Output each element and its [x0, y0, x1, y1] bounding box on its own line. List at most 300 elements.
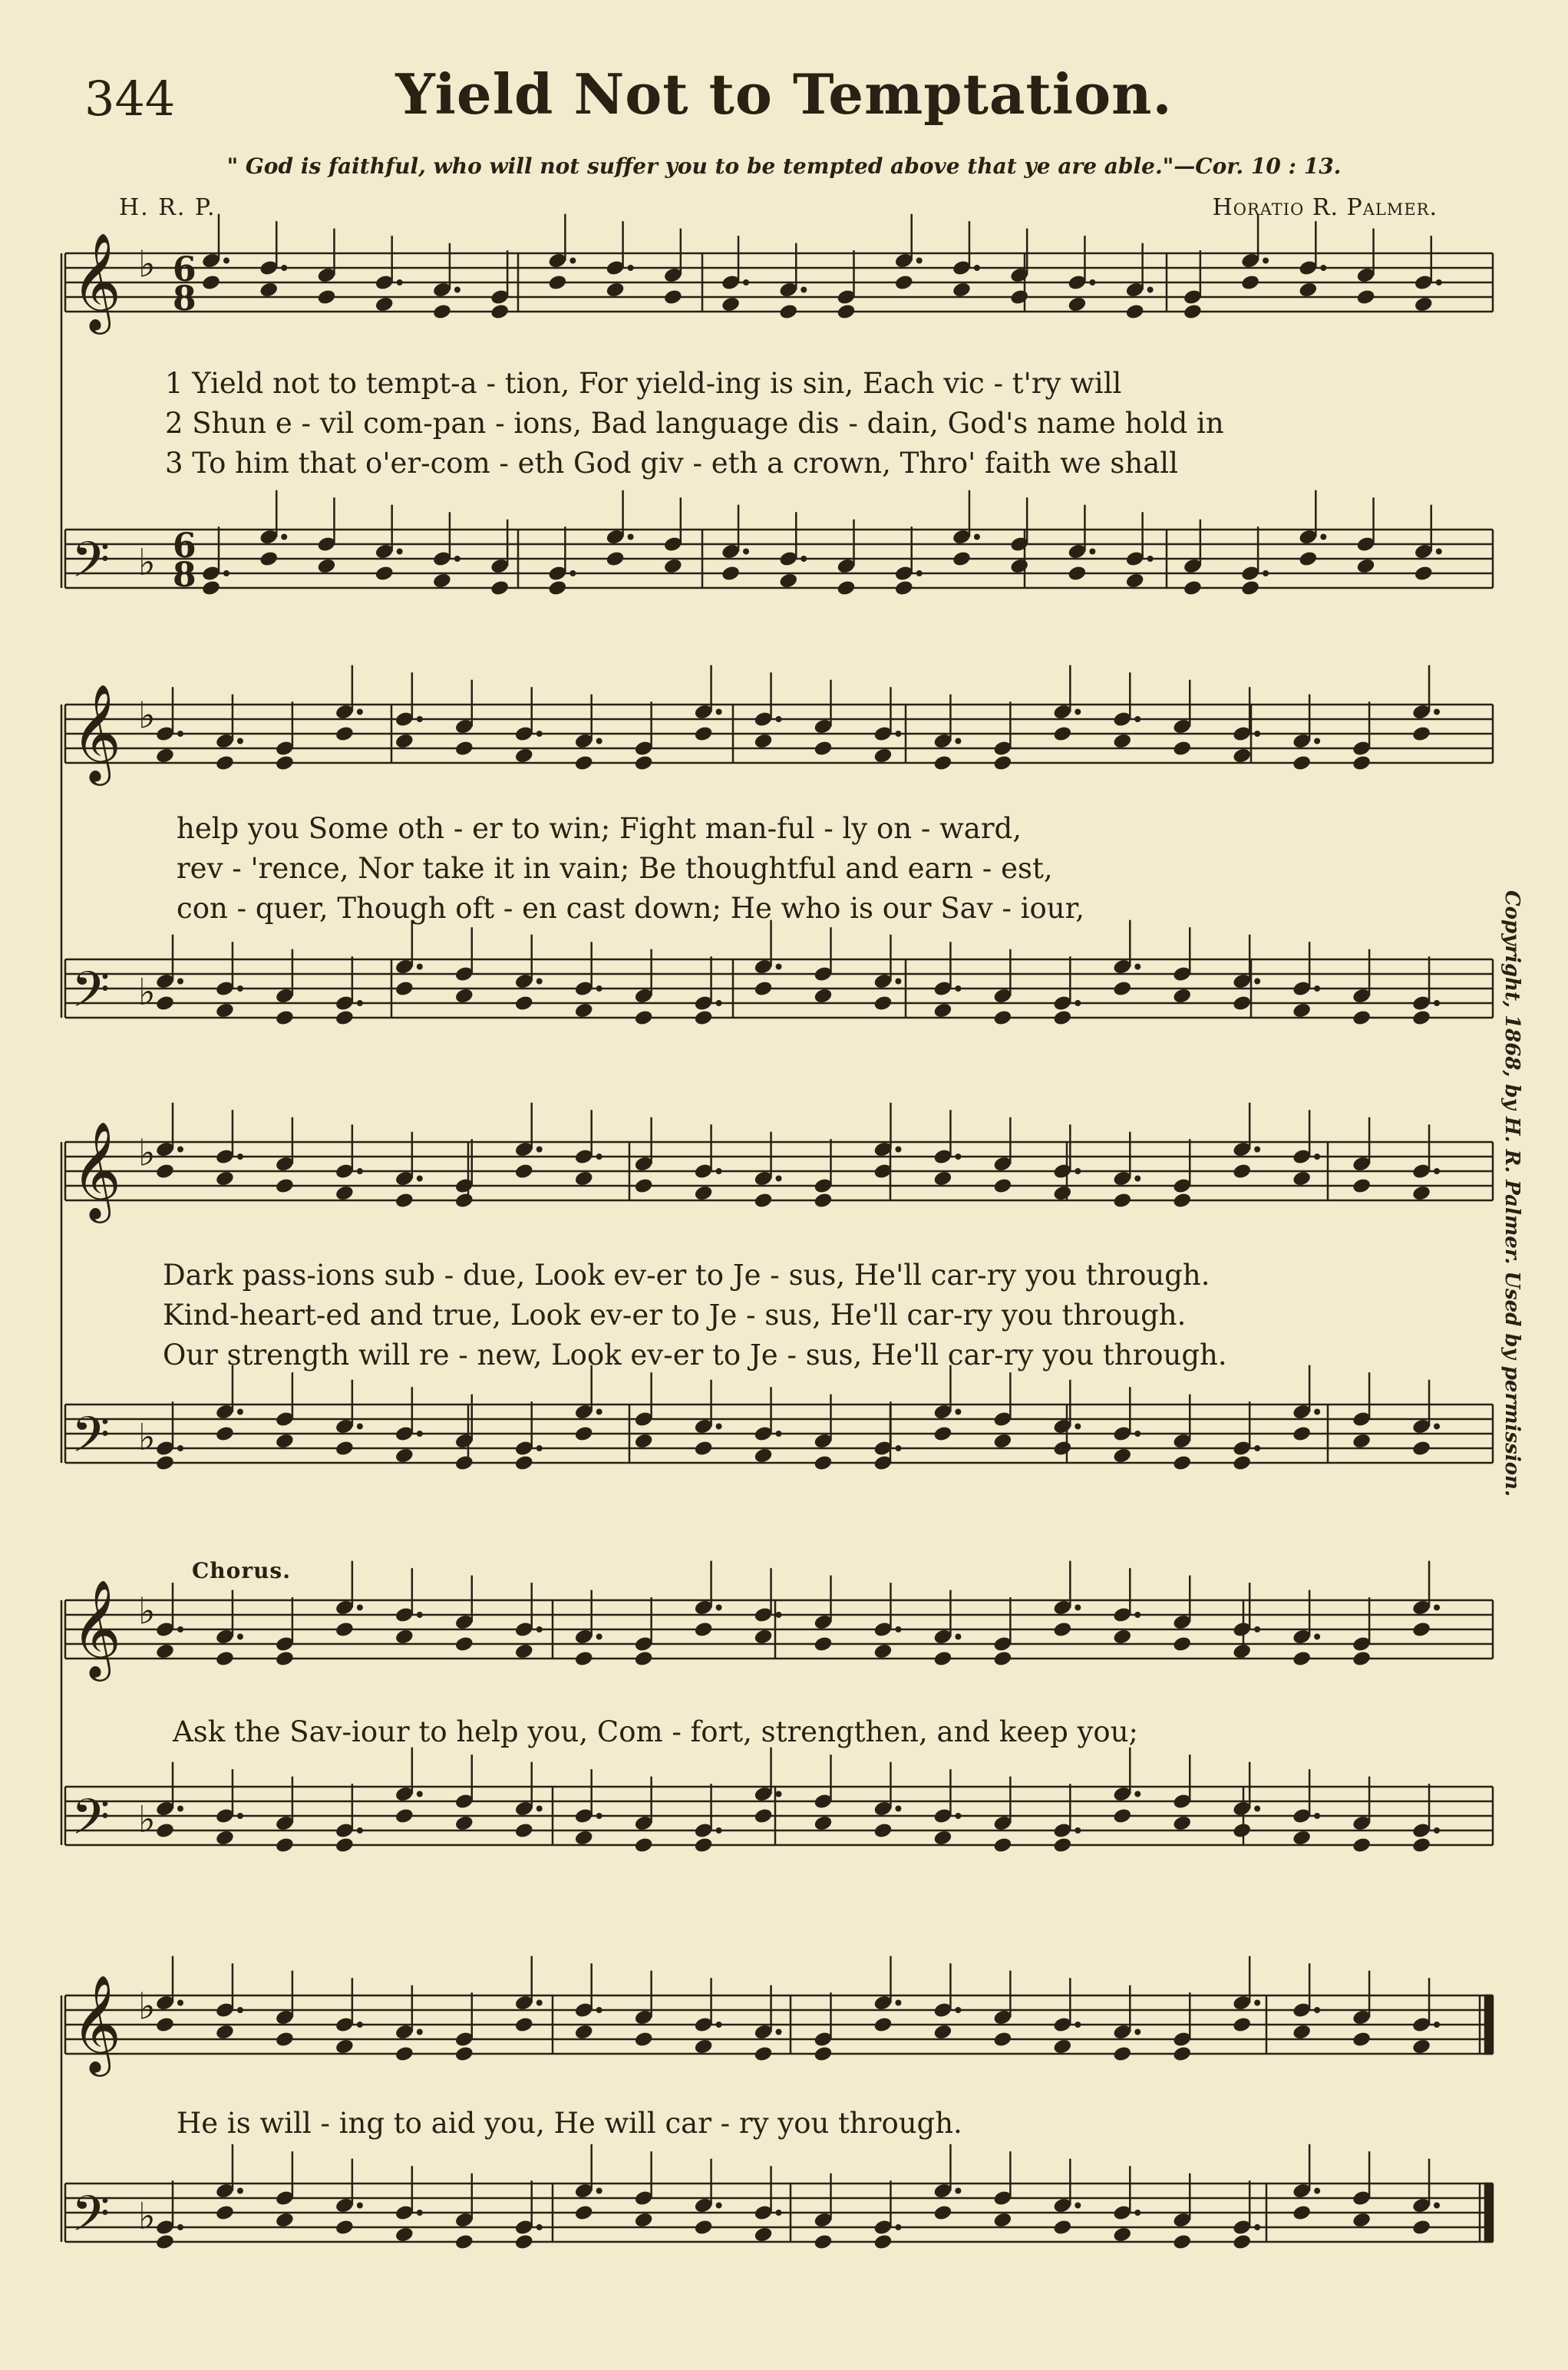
notehead — [813, 1192, 833, 1210]
dot — [1254, 979, 1260, 985]
notehead — [992, 754, 1012, 772]
notehead — [215, 1170, 235, 1187]
notehead — [1298, 550, 1318, 568]
treble-clef-icon: 𝄞 — [71, 1974, 122, 2072]
notehead — [335, 1009, 355, 1027]
dot — [1074, 2203, 1081, 2209]
notehead — [992, 1650, 1012, 1668]
lyricist-initials: H. R. P. — [119, 194, 216, 221]
notehead — [1240, 579, 1260, 597]
notehead — [432, 572, 452, 589]
notehead — [155, 1454, 175, 1472]
dot — [357, 1000, 363, 1006]
notehead — [1292, 1650, 1312, 1668]
notehead — [813, 2233, 833, 2251]
notehead — [1352, 1650, 1372, 1668]
notehead — [813, 1814, 833, 1832]
dot — [716, 1605, 722, 1611]
dot — [536, 2000, 543, 2006]
notehead — [335, 2038, 355, 2055]
notehead — [753, 732, 773, 750]
notehead — [694, 1440, 714, 1457]
notehead — [275, 2211, 295, 2229]
notehead — [1352, 1837, 1372, 1854]
notehead — [454, 1636, 474, 1653]
notehead — [634, 1837, 654, 1854]
notehead — [1292, 1170, 1312, 1187]
treble-clef-icon: 𝄞 — [71, 683, 122, 781]
notehead — [663, 557, 683, 575]
dot — [776, 2210, 782, 2216]
dot — [357, 1827, 363, 1834]
notehead — [992, 1009, 1012, 1027]
dot — [1074, 2022, 1081, 2028]
dot — [1254, 731, 1260, 737]
treble-clef-icon: 𝄞 — [71, 1121, 122, 1219]
notehead — [394, 1807, 414, 1825]
notehead — [1067, 295, 1087, 313]
dot — [955, 1813, 961, 1819]
time-signature-bottom: 8 — [173, 279, 196, 319]
notehead — [1355, 557, 1375, 575]
notehead — [454, 987, 474, 1005]
notehead — [1232, 995, 1252, 1012]
composer-name: Horatio R. Palmer. — [1212, 194, 1438, 221]
dot — [1254, 1626, 1260, 1632]
notehead — [894, 579, 914, 597]
dot — [1074, 1000, 1081, 1006]
notehead — [259, 550, 279, 568]
notehead — [813, 1636, 833, 1653]
dot — [716, 1000, 722, 1006]
notehead — [694, 2219, 714, 2236]
time-signature-bottom: 8 — [173, 556, 196, 595]
dot — [1436, 279, 1442, 286]
notehead — [316, 557, 336, 575]
dot — [955, 1634, 961, 1640]
dot — [357, 1424, 363, 1430]
dot — [895, 2224, 901, 2230]
notehead — [1052, 2038, 1072, 2055]
notehead — [201, 579, 221, 597]
notehead — [753, 2226, 773, 2243]
dot — [895, 731, 901, 737]
notehead — [1298, 281, 1318, 299]
notehead — [873, 747, 893, 764]
notehead — [1067, 565, 1087, 583]
notehead — [634, 2031, 654, 2048]
notehead — [694, 1837, 714, 1854]
notehead — [1232, 2016, 1252, 2034]
notehead — [275, 1177, 295, 1195]
notehead — [275, 1432, 295, 1450]
notehead — [394, 1447, 414, 1464]
dot — [1263, 258, 1269, 264]
notehead — [574, 2023, 594, 2041]
notehead — [873, 995, 893, 1012]
notehead — [873, 1822, 893, 1840]
notehead — [454, 2045, 474, 2063]
notehead — [335, 1837, 355, 1854]
notehead — [992, 2211, 1012, 2229]
time-signature-top: 6 — [173, 250, 196, 289]
notehead — [1172, 2045, 1192, 2063]
notehead — [1112, 1807, 1132, 1825]
notehead — [275, 2031, 295, 2048]
treble-clef-icon: 𝄞 — [71, 1579, 122, 1677]
notehead — [1352, 1177, 1372, 1195]
dot — [569, 258, 576, 264]
dot — [716, 1827, 722, 1834]
dot — [536, 1445, 543, 1451]
notehead — [1292, 2204, 1312, 2222]
notehead — [574, 1650, 594, 1668]
notehead — [813, 740, 833, 758]
notehead — [836, 579, 856, 597]
dot — [454, 287, 460, 293]
dot — [357, 2022, 363, 2028]
notehead — [1232, 1642, 1252, 1660]
dot — [1314, 1634, 1320, 1640]
notehead — [1411, 1009, 1431, 1027]
flat-icon: ♭ — [138, 694, 156, 738]
notehead — [394, 2045, 414, 2063]
notehead — [1172, 1814, 1192, 1832]
bass-clef-icon: 𝄢 — [71, 962, 111, 1031]
bass-clef-icon: 𝄢 — [71, 1407, 111, 1476]
notehead — [813, 2045, 833, 2063]
notehead — [813, 987, 833, 1005]
dot — [1074, 1424, 1081, 1430]
notehead — [634, 754, 654, 772]
dot — [1134, 2029, 1141, 2035]
notehead — [694, 725, 714, 743]
notehead — [1052, 725, 1072, 743]
notehead — [721, 295, 741, 313]
notehead — [1232, 1454, 1252, 1472]
lyric-line-verse3-sys2: con - quer, Though oft - en cast down; He who is our Sav - iour, — [177, 892, 1084, 925]
dot — [237, 1409, 243, 1415]
notehead — [394, 2226, 414, 2243]
dot — [955, 985, 961, 992]
lyric-line-chorus-1: Ask the Sav-iour to help you, Com - fort, strengthen, and keep you; — [173, 1715, 1138, 1748]
hymn-title: Yield Not to Temptation. — [395, 61, 1173, 127]
dot — [223, 258, 229, 264]
dot — [596, 1154, 602, 1160]
notehead — [514, 2233, 534, 2251]
dot — [801, 287, 807, 293]
notehead — [574, 1425, 594, 1443]
notehead — [1112, 980, 1132, 998]
dot — [357, 709, 363, 715]
notehead — [1414, 565, 1434, 583]
flat-icon: ♭ — [138, 540, 156, 584]
notehead — [753, 1447, 773, 1464]
notehead — [992, 2031, 1012, 2048]
dot — [716, 1424, 722, 1430]
notehead — [634, 1009, 654, 1027]
dot — [974, 534, 980, 540]
dot — [895, 979, 901, 985]
dot — [596, 738, 602, 744]
dot — [1074, 1168, 1081, 1174]
notehead — [215, 2023, 235, 2041]
lyric-line-verse2-sys2: rev - 'rence, Nor take it in vain; Be thoughtful and earn - est, — [177, 852, 1053, 885]
notehead — [215, 1829, 235, 1847]
notehead — [1112, 2226, 1132, 2243]
dot — [177, 1147, 183, 1153]
notehead — [1112, 732, 1132, 750]
notehead — [1414, 295, 1434, 313]
notehead — [634, 1650, 654, 1668]
notehead — [259, 281, 279, 299]
dot — [716, 2203, 722, 2209]
dot — [454, 556, 460, 562]
notehead — [1292, 754, 1312, 772]
dot — [1434, 1605, 1440, 1611]
notehead — [316, 289, 336, 306]
dot — [177, 1626, 183, 1632]
treble-clef-icon: 𝄞 — [71, 232, 122, 330]
dot — [776, 1791, 782, 1797]
notehead — [1352, 1432, 1372, 1450]
notehead — [694, 1621, 714, 1639]
notehead — [514, 1163, 534, 1180]
notehead — [201, 274, 221, 292]
notehead — [514, 995, 534, 1012]
dot — [1074, 1827, 1081, 1834]
dot — [417, 964, 423, 970]
dot — [1254, 1445, 1260, 1451]
notehead — [335, 725, 355, 743]
dot — [177, 731, 183, 737]
dot — [895, 1147, 901, 1153]
dot — [417, 1431, 423, 1437]
notehead — [1411, 1184, 1431, 1202]
notehead — [1112, 2045, 1132, 2063]
dot — [596, 1813, 602, 1819]
notehead — [634, 1432, 654, 1450]
notehead — [275, 1650, 295, 1668]
notehead — [1352, 754, 1372, 772]
dot — [596, 2188, 602, 2194]
dot — [1134, 1612, 1141, 1618]
flat-icon: ♭ — [138, 1131, 156, 1175]
dot — [776, 964, 782, 970]
notehead — [634, 2211, 654, 2229]
lyric-line-verse3-sys1: 3 To him that o'er-com - eth God giv - eth a crown, Thro' faith we shall — [165, 447, 1178, 480]
dot — [357, 1605, 363, 1611]
notehead — [454, 1192, 474, 1210]
dot — [596, 1634, 602, 1640]
notehead — [1125, 303, 1145, 321]
notehead — [753, 1628, 773, 1645]
dot — [357, 1168, 363, 1174]
dot — [536, 2224, 543, 2230]
notehead — [275, 1009, 295, 1027]
dot — [1434, 2203, 1440, 2209]
notehead — [454, 740, 474, 758]
notehead — [155, 2016, 175, 2034]
dot — [536, 731, 543, 737]
flat-icon: ♭ — [138, 243, 156, 286]
copyright-notice: Copyright, 1868, by H. R. Palmer. Used by permission. — [1500, 890, 1523, 1497]
dot — [237, 985, 243, 992]
notehead — [1125, 572, 1145, 589]
flat-icon: ♭ — [138, 1415, 156, 1459]
notehead — [933, 2023, 952, 2041]
notehead — [634, 1177, 654, 1195]
dot — [1254, 2000, 1260, 2006]
notehead — [1240, 274, 1260, 292]
notehead — [933, 1170, 952, 1187]
page-number: 344 — [84, 71, 176, 127]
notehead — [1411, 2219, 1431, 2236]
notehead — [1411, 725, 1431, 743]
notehead — [873, 2016, 893, 2034]
notehead — [606, 550, 626, 568]
notehead — [1172, 740, 1192, 758]
dot — [1314, 985, 1320, 992]
notehead — [663, 289, 683, 306]
dot — [1134, 1791, 1141, 1797]
notehead — [1052, 1837, 1072, 1854]
notehead — [547, 274, 567, 292]
time-signature-top: 6 — [173, 526, 196, 566]
notehead — [933, 754, 952, 772]
dot — [1320, 534, 1326, 540]
dot — [177, 1806, 183, 1812]
notehead — [215, 2204, 235, 2222]
notehead — [606, 281, 626, 299]
scripture-epigraph: " God is faithful, who will not suffer you to be tempted above that ye are able."—Cor. 10 : 13. — [226, 153, 1342, 179]
dot — [801, 556, 807, 562]
notehead — [753, 2045, 773, 2063]
notehead — [514, 1642, 534, 1660]
notehead — [215, 754, 235, 772]
flat-icon: ♭ — [138, 1589, 156, 1633]
dot — [281, 534, 287, 540]
dot — [716, 1168, 722, 1174]
dot — [1434, 1000, 1440, 1006]
notehead — [1172, 1192, 1192, 1210]
dot — [357, 2203, 363, 2209]
notehead — [1352, 2031, 1372, 2048]
final-barline — [1485, 1995, 1492, 2054]
notehead — [992, 1432, 1012, 1450]
notehead — [1232, 2233, 1252, 2251]
notehead — [1172, 1636, 1192, 1653]
dot — [237, 2188, 243, 2194]
dot — [1434, 1424, 1440, 1430]
notehead — [694, 1184, 714, 1202]
notehead — [275, 1837, 295, 1854]
dot — [1314, 738, 1320, 744]
chorus-label: Chorus. — [192, 1558, 291, 1583]
notehead — [778, 303, 798, 321]
notehead — [155, 1642, 175, 1660]
notehead — [155, 2233, 175, 2251]
notehead — [1112, 1628, 1132, 1645]
notehead — [694, 1009, 714, 1027]
dot — [536, 979, 543, 985]
notehead — [992, 1837, 1012, 1854]
notehead — [1052, 1621, 1072, 1639]
dot — [596, 2007, 602, 2013]
dot — [716, 709, 722, 715]
dot — [281, 265, 287, 271]
notehead — [1052, 2219, 1072, 2236]
notehead — [514, 747, 534, 764]
bass-clef-icon: 𝄢 — [71, 1789, 111, 1858]
dot — [223, 570, 229, 576]
dot — [1434, 709, 1440, 715]
dot — [1089, 549, 1095, 555]
dot — [1320, 265, 1326, 271]
notehead — [1292, 2023, 1312, 2041]
notehead — [514, 1454, 534, 1472]
notehead — [574, 2204, 594, 2222]
bass-clef-icon: 𝄢 — [71, 2186, 111, 2255]
notehead — [574, 1002, 594, 1019]
notehead — [1009, 557, 1029, 575]
dot — [417, 2029, 423, 2035]
notehead — [490, 303, 510, 321]
dot — [1134, 964, 1141, 970]
dot — [776, 1612, 782, 1618]
notehead — [375, 295, 394, 313]
notehead — [1172, 987, 1192, 1005]
dot — [776, 2029, 782, 2035]
dot — [895, 2000, 901, 2006]
lyric-line-verse2-sys1: 2 Shun e - vil com-pan - ions, Bad language dis - dain, God's name hold in — [165, 407, 1224, 440]
notehead — [454, 2233, 474, 2251]
dot — [776, 1176, 782, 1182]
notehead — [432, 303, 452, 321]
dot — [628, 534, 634, 540]
notehead — [1232, 1822, 1252, 1840]
notehead — [1183, 303, 1203, 321]
notehead — [952, 281, 972, 299]
notehead — [375, 565, 394, 583]
notehead — [1292, 1425, 1312, 1443]
notehead — [873, 2233, 893, 2251]
flat-icon: ♭ — [138, 2194, 156, 2238]
dot — [628, 265, 634, 271]
dot — [1254, 1147, 1260, 1153]
dot — [177, 2224, 183, 2230]
notehead — [155, 1163, 175, 1180]
flat-icon: ♭ — [138, 970, 156, 1014]
dot — [1314, 2007, 1320, 2013]
dot — [177, 1445, 183, 1451]
dot — [955, 738, 961, 744]
dot — [1089, 279, 1095, 286]
notehead — [1172, 1454, 1192, 1472]
dot — [417, 1612, 423, 1618]
dot — [1254, 2224, 1260, 2230]
notehead — [694, 2038, 714, 2055]
notehead — [1172, 2233, 1192, 2251]
dot — [955, 1409, 961, 1415]
notehead — [335, 1184, 355, 1202]
notehead — [547, 579, 567, 597]
dot — [955, 1154, 961, 1160]
notehead — [1052, 1440, 1072, 1457]
dot — [895, 1806, 901, 1812]
dot — [1134, 716, 1141, 722]
notehead — [454, 1814, 474, 1832]
